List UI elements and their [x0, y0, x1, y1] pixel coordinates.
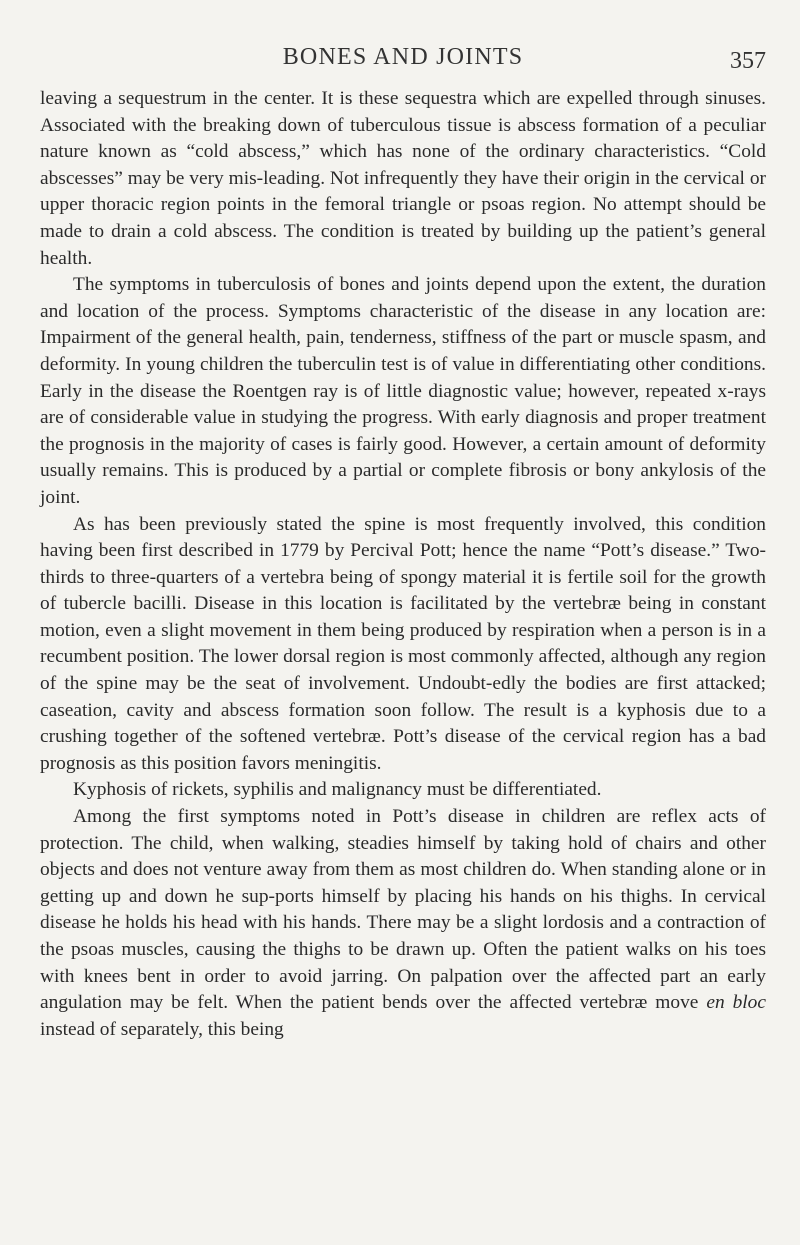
paragraph-reflex-acts: [40, 804, 766, 1043]
paragraph-tail: instead of separately, this being: [40, 1018, 284, 1040]
italic-phrase: en bloc: [706, 992, 766, 1014]
paragraph-symptoms: [40, 272, 766, 511]
paragraph-kyphosis: [40, 777, 766, 804]
book-page: [40, 44, 766, 1043]
paragraph-text: Among the first symptoms noted in Pott’s disease in children are reflex acts of protection. The child, when walking, steadies himself by taking hold of chairs and other objects and does not venture away from them as most children do. When standing alone or in getting up and down he sup-ports himself by placing his hands on his thighs. In cervical disease he holds his head with his hands. There may be a slight lordosis and a contraction of the psoas muscles, causing the thighs to be drawn up. Often the patient walks on his toes with knees bent in order to avoid jarring. On palpation over the affected part an early angulation may be felt. When the patient bends over the affected vertebræ move: [40, 806, 766, 1014]
running-head: BONES AND JOINTS: [282, 44, 524, 70]
body-text: [40, 86, 766, 1043]
paragraph-text: Kyphosis of rickets, syphilis and malignancy must be differentiated.: [73, 779, 602, 801]
paragraph-sequestrum: [40, 86, 766, 272]
paragraph-potts-disease: [40, 512, 766, 778]
page-header: [40, 44, 766, 78]
paragraph-text: As has been previously stated the spine is most frequently involved, this condition having been first described in 1779 by Percival Pott; hence the name “Pott’s disease.” Two-thirds to three-quarters of a vertebra being of spongy material it is fertile soil for the growth of tubercle bacilli. Disease in this location is facilitated by the vertebræ being in constant motion, even a slight movement in them being produced by respiration when a person is in a recumbent position. The lower dorsal region is most commonly affected, although any region of the spine may be the seat of involvement. Undoubt-edly the bodies are first attacked; caseation, cavity and abscess formation soon follow. The result is a kyphosis due to a crushing together of the softened vertebræ. Pott’s disease of the cervical region has a bad prognosis as this position favors meningitis.: [40, 513, 766, 774]
paragraph-text: leaving a sequestrum in the center. It is these sequestra which are expelled through sinuses. Associated with the breaking down of tuberculous tissue is abscess formation of a peculiar nature known as “cold abscess,” which has none of the ordinary characteristics. “Cold abscesses” may be very mis-leading. Not infrequently they have their origin in the cervical or upper thoracic region points in the femoral triangle or psoas region. No attempt should be made to drain a cold abscess. The condition is treated by building up the patient’s general health.: [40, 88, 766, 269]
paragraph-text: The symptoms in tuberculosis of bones and joints depend upon the extent, the duration and location of the process. Symptoms characteristic of the disease in any location are: Impairment of the general health, pain, tenderness, stiffness of the part or muscle spasm, and deformity. In young children the tuberculin test is of value in differentiating other conditions. Early in the disease the Roentgen ray is of little diagnostic value; however, repeated x-rays are of considerable value in studying the progress. With early diagnosis and proper treatment the prognosis in the majority of cases is fairly good. However, a certain amount of deformity usually remains. This is produced by a partial or complete fibrosis or bony ankylosis of the joint.: [40, 274, 766, 508]
page-number: 357: [730, 48, 766, 74]
